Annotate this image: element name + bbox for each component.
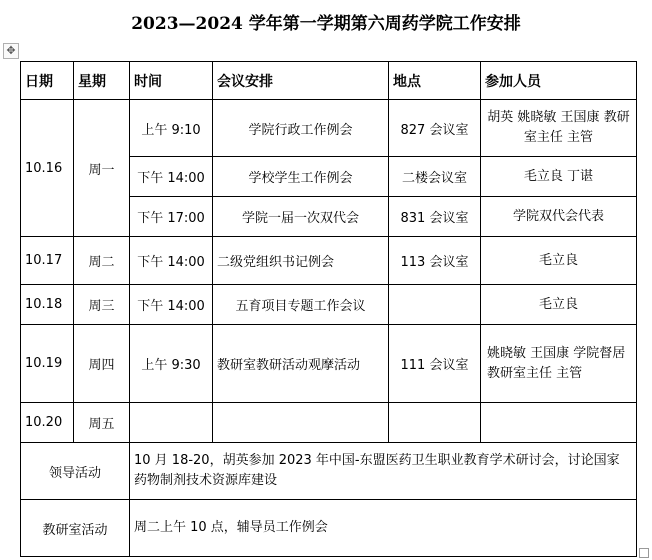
location-cell: 二楼会议室 (389, 157, 481, 197)
time-cell: 下午 14:00 (130, 237, 213, 285)
header-meeting: 会议安排 (213, 62, 389, 100)
location-cell: 113 会议室 (389, 237, 481, 285)
weekday-cell: 周三 (74, 285, 130, 325)
meeting-cell: 学院一届一次双代会 (213, 197, 389, 237)
table-row (21, 100, 637, 157)
weekday-cell: 周五 (74, 403, 130, 443)
time-cell: 下午 14:00 (130, 157, 213, 197)
date-cell: 10.16 (21, 100, 74, 237)
participants-cell: 胡英 姚晓敏 王国康 教研室主任 主管 (481, 100, 637, 157)
participants-cell: 毛立良 (481, 237, 637, 285)
date-cell: 10.17 (21, 237, 74, 285)
header-participants: 参加人员 (481, 62, 637, 100)
meeting-cell: 教研室教研活动观摩活动 (213, 325, 389, 403)
weekday-cell: 周四 (74, 325, 130, 403)
meeting-cell: 学院行政工作例会 (213, 100, 389, 157)
weekday-cell: 周一 (74, 100, 130, 237)
leadership-row (21, 443, 637, 500)
header-row (21, 62, 637, 100)
leadership-label: 领导活动 (21, 443, 130, 500)
table-row (21, 237, 637, 285)
leadership-text: 10 月 18-20，胡英参加 2023 年中国-东盟医药卫生职业教育学术研讨会，讨论国家药物制剂技术资源库建设 (130, 443, 637, 500)
time-cell: 上午 9:30 (130, 325, 213, 403)
location-cell: 827 会议室 (389, 100, 481, 157)
date-cell: 10.20 (21, 403, 74, 443)
participants-cell: 毛立良 丁谌 (481, 157, 637, 197)
time-cell: 下午 14:00 (130, 285, 213, 325)
time-cell: 上午 9:10 (130, 100, 213, 157)
meeting-cell: 五育项目专题工作会议 (213, 285, 389, 325)
time-cell: 下午 17:00 (130, 197, 213, 237)
meeting-cell (213, 403, 389, 443)
dept-row (21, 500, 637, 557)
time-cell (130, 403, 213, 443)
date-cell: 10.18 (21, 285, 74, 325)
table-row (21, 403, 637, 443)
schedule-table (20, 61, 637, 557)
participants-cell: 学院双代会代表 (481, 197, 637, 237)
location-cell (389, 285, 481, 325)
participants-cell: 毛立良 (481, 285, 637, 325)
table-move-handle-icon[interactable]: ✥ (3, 43, 19, 59)
participants-cell (481, 403, 637, 443)
date-cell: 10.19 (21, 325, 74, 403)
dept-activity-label: 教研室活动 (21, 500, 130, 557)
table-resize-handle[interactable] (639, 548, 649, 558)
participants-cell: 姚晓敏 王国康 学院督居 教研室主任 主管 (481, 325, 637, 403)
meeting-cell: 二级党组织书记例会 (213, 237, 389, 285)
header-date: 日期 (21, 62, 74, 100)
location-cell: 111 会议室 (389, 325, 481, 403)
meeting-cell: 学校学生工作例会 (213, 157, 389, 197)
header-weekday: 星期 (74, 62, 130, 100)
table-row (21, 325, 637, 403)
header-location: 地点 (389, 62, 481, 100)
dept-activity-text: 周二上午 10 点，辅导员工作例会 (130, 500, 637, 557)
location-cell: 831 会议室 (389, 197, 481, 237)
header-time: 时间 (130, 62, 213, 100)
table-row (21, 285, 637, 325)
document-title: 2023—2024 学年第一学期第六周药学院工作安排 (131, 14, 521, 34)
weekday-cell: 周二 (74, 237, 130, 285)
location-cell (389, 403, 481, 443)
